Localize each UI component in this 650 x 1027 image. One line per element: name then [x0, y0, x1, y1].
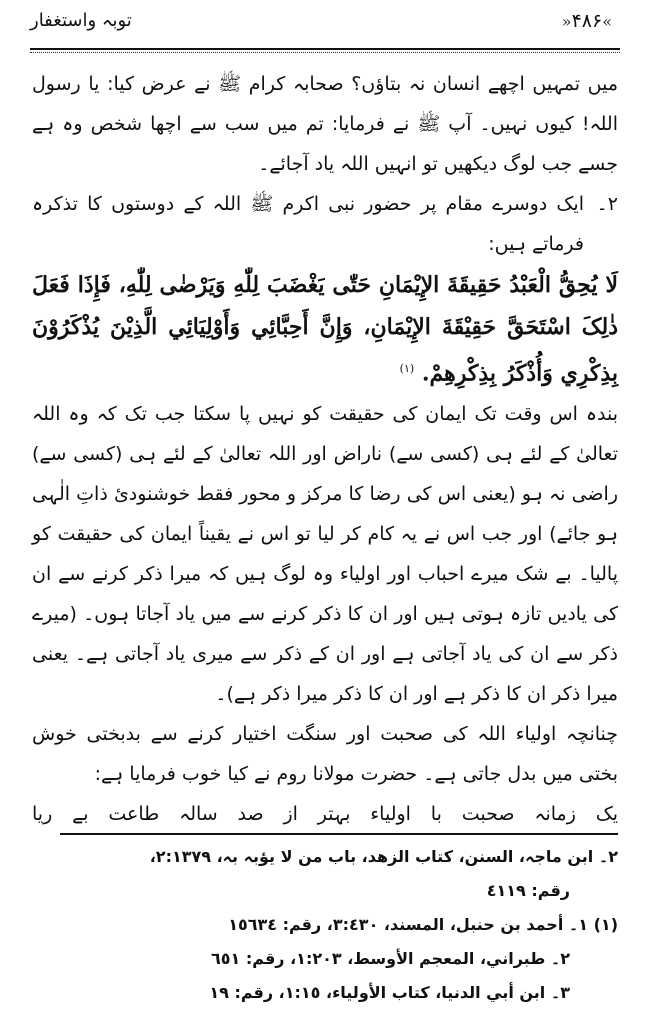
footnote-1: (١) ١۔ أحمد بن حنبل، المسند، ٣:٤٣٠، رقم: ١٥٦٣٤	[228, 915, 618, 934]
list-item-2	[32, 184, 618, 264]
arabic-hadith-text: لَا يُحِقُّ الْعَبْدُ حَقِيقَةَ الإِيْمَانِ حَتّٰى يَغْضَبَ لِلّٰهِ وَيَرْضٰى لِلّٰهِ، فَإِذَا فَعَلَ ذٰلِکَ اسْتَحَقَّ حَقِيْقَةَ الإِيْمَانِ، وَإِنَّ أَحِبَّائِي وَأَوْلِيَائِي الَّذِيْنَ يُذْكَرُوْنَ بِذِكْرِي وَأُذْكَرُ بِذِكْرِهِمْ.	[32, 272, 618, 387]
footnote-continued: ٢۔ ابن ماجہ، السنن، کتاب الزهد، باب من لا یؤبہ بہ، ٢:١٣٧٩،	[149, 847, 618, 866]
footnote-1-item-3: ٣۔ ابن أبي الدنيا، كتاب الأولياء، ١:١٥، رقم: ١٩	[209, 983, 570, 1002]
persian-verse	[32, 794, 618, 834]
verse-word: بے	[72, 803, 89, 826]
verse-word: یک	[595, 803, 618, 826]
paragraph-translation: بندہ اس وقت تک ایمان کی حقیقت کو نہیں پا سکتا جب تک کہ وہ اللہ تعالیٰ کے لئے ہی (کسی سے) ناراض اور اللہ تعالیٰ کے لئے ہی (کسی سے) راضی نہ ہو (یعنی اس کی رضا کا مرکز و محور فقط خوشنودیٔ ذاتِ الٰہی ہو جائے) اور جب اس نے یہ کام کر لیا تو اس نے یقیناً ایمان کی حقیقت کو پالیا۔ بے شک میرے احباب اور اولیاء وہ لوگ ہیں کہ میرا ذکر کرنے سے ان کی یادیں تازہ ہوتی ہیں اور ان کا ذکر کرنے سے میں یاد آجاتا ہوں۔ (میرے ذکر سے ان کی یاد آجاتی ہے اور ان کے ذکر سے میری یاد آجاتی ہے۔ یعنی میرا ذکر ان کا ذکر ہے اور ان کا ذکر میرا ذکر ہے)۔	[32, 403, 618, 706]
footnote-continued-line-2: رقم: ٤١١٩	[486, 881, 570, 900]
running-title: توبہ واستغفار	[30, 10, 132, 31]
list-number: ۲۔	[596, 193, 618, 215]
verse-word: طاعت	[108, 803, 160, 826]
footnote-1-item-2: ٢۔ طبراني، المعجم الأوسط، ١:٢٠٣، رقم: ٦٥١	[211, 949, 570, 968]
verse-word: اولیاء	[370, 803, 411, 826]
verse-word: از	[283, 803, 298, 826]
verse-word: بہتر	[317, 803, 351, 826]
page-header	[30, 6, 620, 46]
page-number-value: ۴۸۶	[571, 10, 603, 32]
header-rule	[30, 48, 620, 50]
ornament-left: «	[561, 12, 572, 31]
paragraph-4: چنانچہ اولیاء اللہ کی صحبت اور سنگت اختیار کرنے سے بدبختی خوش بختی میں بدل جاتی ہے۔ حضرت مولانا روم نے کیا خوب فرمایا ہے:	[32, 723, 618, 786]
verse-word: صحبت	[461, 803, 515, 826]
verse-word: صد	[237, 803, 264, 826]
footnotes	[32, 840, 618, 1010]
verse-word: ریا	[32, 803, 53, 826]
page-number	[562, 10, 612, 32]
paragraph-1: میں تمہیں اچھے انسان نہ بتاؤں؟ صحابہ کرام ﷺ نے عرض کیا: یا رسول اللہ! کیوں نہیں۔ آپ ﷺ نے فرمایا: تم میں سب سے اچھا شخص وہ ہے جسے جب لوگ دیکھیں تو انہیں اللہ یاد آجائے۔	[32, 73, 618, 175]
verse-word: سالہ	[179, 803, 218, 826]
verse-word: با	[430, 803, 442, 826]
footnote-rule	[60, 833, 618, 835]
verse-word: زمانہ	[534, 803, 576, 826]
header-dotted-rule	[30, 52, 620, 53]
footnote-ref: (۱)	[399, 362, 415, 375]
list-item-text: ایک دوسرے مقام پر حضور نبی اکرم ﷺ اللہ کے دوستوں کا تذکرہ فرماتے ہیں:	[32, 193, 584, 255]
page-body	[32, 64, 618, 834]
ornament-right: »	[602, 12, 612, 31]
arabic-hadith	[32, 264, 618, 394]
